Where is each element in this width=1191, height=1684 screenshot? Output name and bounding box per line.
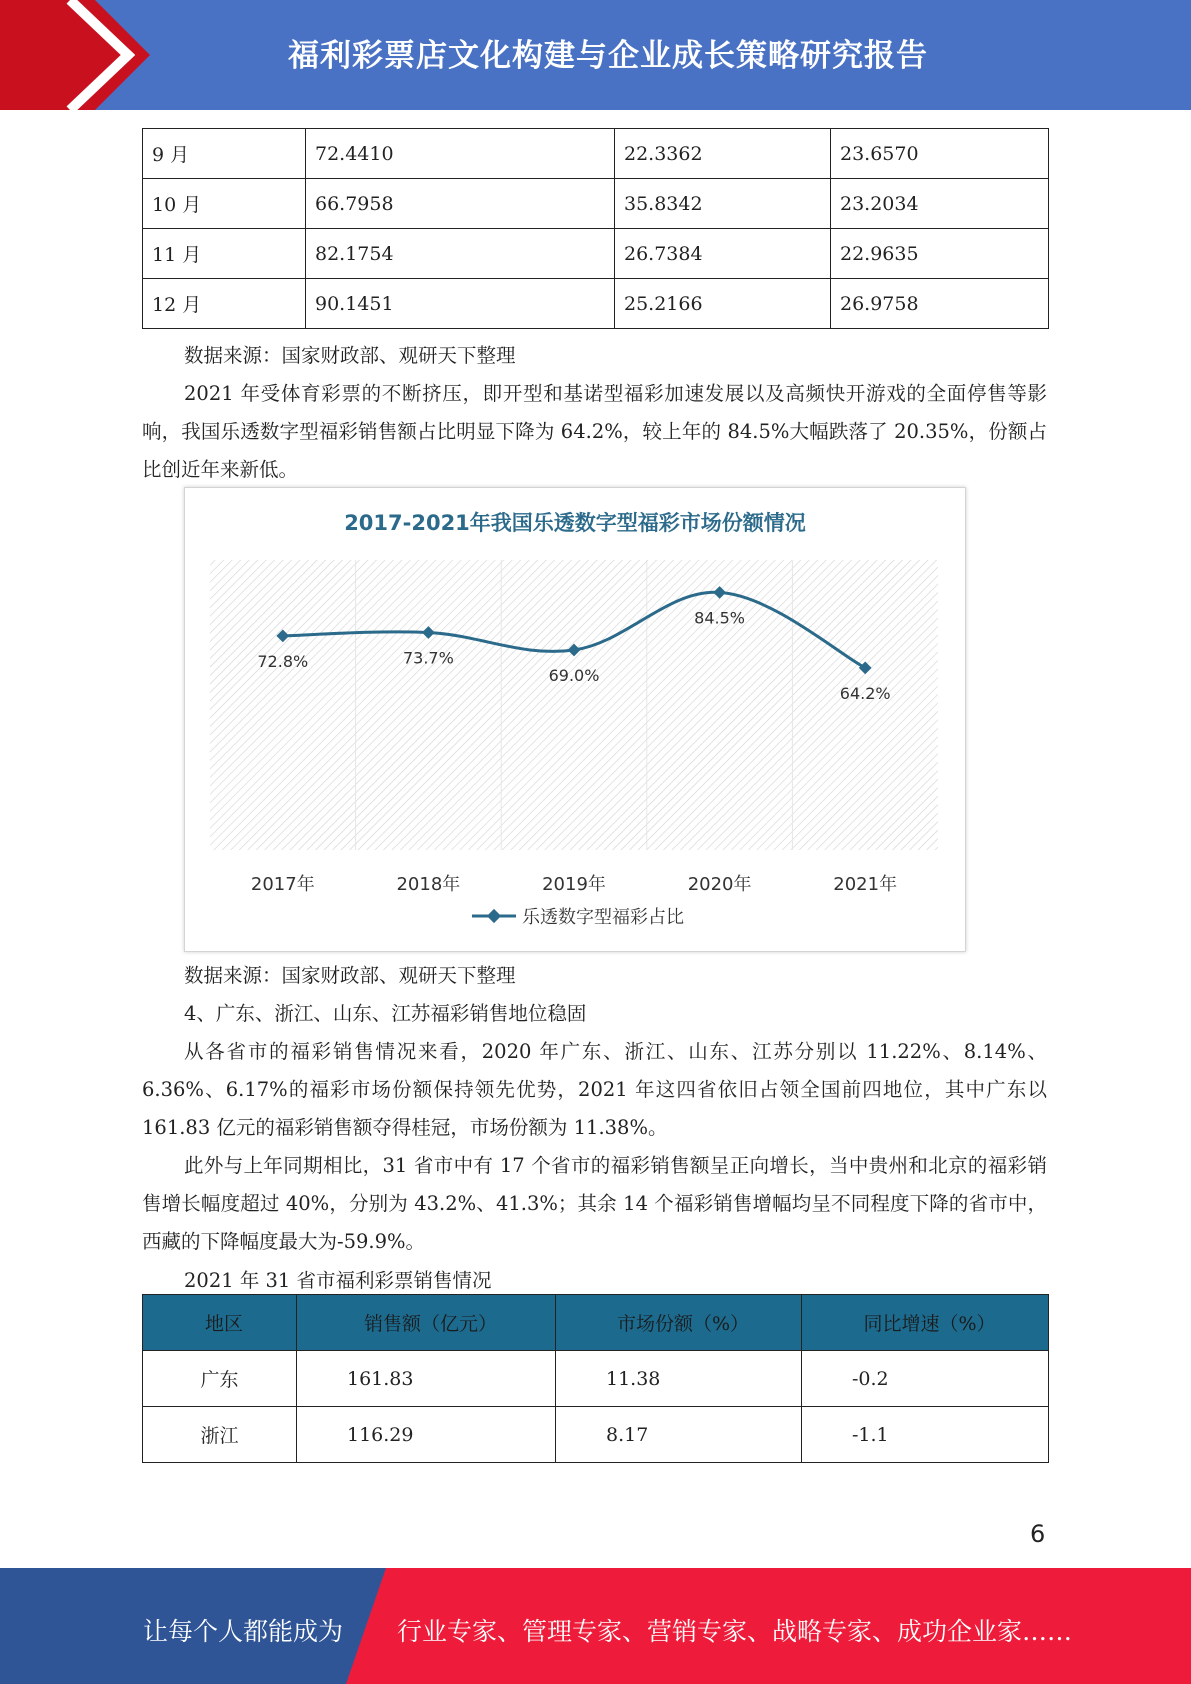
data-label: 84.5% xyxy=(694,608,746,628)
data-label: 73.7% xyxy=(402,648,454,668)
plot-area xyxy=(210,560,938,850)
table-cell: -1.1 xyxy=(802,1407,1049,1463)
table-row xyxy=(143,129,1049,179)
header-title: 福利彩票店文化构建与企业成长策略研究报告 xyxy=(288,38,928,74)
table-cell: 11.38 xyxy=(556,1351,802,1407)
section-heading: 4、广东、浙江、山东、江苏福彩销售地位稳固 xyxy=(184,1002,587,1025)
table-cell: 12 月 xyxy=(143,279,306,329)
table-cell: 22.3362 xyxy=(615,129,831,179)
legend-label: 乐透数字型福彩占比 xyxy=(522,907,684,928)
data-label: 69.0% xyxy=(548,666,600,685)
table-cell: 26.9758 xyxy=(831,279,1049,329)
table-cell: 66.7958 xyxy=(306,179,615,229)
data-label: 64.2% xyxy=(839,683,891,703)
column-header: 地区 xyxy=(143,1295,297,1351)
table-cell: 10 月 xyxy=(143,179,306,229)
table-cell: 8.17 xyxy=(556,1407,802,1463)
x-tick-label: 2021年 xyxy=(833,874,898,895)
monthly-data-table xyxy=(142,128,1049,329)
table-row xyxy=(143,179,1049,229)
page-footer xyxy=(0,1568,1191,1684)
chart-legend xyxy=(472,907,684,928)
table-caption: 2021 年 31 省市福利彩票销售情况 xyxy=(184,1269,492,1292)
table-row xyxy=(143,279,1049,329)
table-row xyxy=(143,1351,1049,1407)
x-tick-label: 2017年 xyxy=(250,874,315,895)
table-cell: 82.1754 xyxy=(306,229,615,279)
page-header xyxy=(0,0,1191,110)
paragraph: 此外与上年同期相比，31 省市中有 17 个省市的福彩销售额呈正向增长，当中贵州和北京的福彩销售增长幅度超过 40%，分别为 43.2%、41.3%；其余 14 个福彩销售增幅均呈不同程度下降的省市中，西藏的下降幅度最大为-59.9%。 xyxy=(142,1154,1047,1253)
table-cell: 35.8342 xyxy=(615,179,831,229)
table-cell: 11 月 xyxy=(143,229,306,279)
table-cell: 23.6570 xyxy=(831,129,1049,179)
x-tick-label: 2018年 xyxy=(396,874,461,895)
x-tick-label: 2019年 xyxy=(542,874,606,895)
table-cell: 25.2166 xyxy=(615,279,831,329)
table-header-row xyxy=(143,1295,1049,1351)
paragraph: 2021 年受体育彩票的不断挤压，即开型和基诺型福彩加速发展以及高频快开游戏的全面停售等影响，我国乐透数字型福彩销售额占比明显下降为 64.2%，较上年的 84.5%大幅跌落了 20.35%，份额占比创近年来新低。 xyxy=(142,382,1047,481)
table-cell: 23.2034 xyxy=(831,179,1049,229)
legend-marker xyxy=(487,909,501,923)
data-source-note: 数据来源：国家财政部、观研天下整理 xyxy=(184,344,516,367)
table-cell: 116.29 xyxy=(297,1407,556,1463)
table-cell: 22.9635 xyxy=(831,229,1049,279)
column-header: 销售额（亿元） xyxy=(297,1295,556,1351)
table-cell: 161.83 xyxy=(297,1351,556,1407)
page-number: 6 xyxy=(1030,1520,1046,1548)
table-cell: 26.7384 xyxy=(615,229,831,279)
table-cell: 72.4410 xyxy=(306,129,615,179)
line-chart xyxy=(184,487,966,952)
table-cell: 90.1451 xyxy=(306,279,615,329)
table-row xyxy=(143,1407,1049,1463)
table-row xyxy=(143,229,1049,279)
footer-slogan-roles: 行业专家、管理专家、营销专家、战略专家、成功企业家…… xyxy=(397,1617,1073,1646)
column-header: 市场份额（%） xyxy=(556,1295,802,1351)
data-source-note: 数据来源：国家财政部、观研天下整理 xyxy=(184,964,516,987)
chart-canvas xyxy=(185,488,965,951)
chart-title: 2017-2021年我国乐透数字型福彩市场份额情况 xyxy=(344,511,806,535)
paragraph: 从各省市的福彩销售情况来看，2020 年广东、浙江、山东、江苏分别以 11.22%、8.14%、6.36%、6.17%的福彩市场份额保持领先优势，2021 年这四省依旧占领全国前四地位，其中广东以161.83 亿元的福彩销售额夺得桂冠，市场份额为 11.38%。 xyxy=(142,1040,1047,1139)
table-cell: 浙江 xyxy=(143,1407,297,1463)
footer-slogan: 让每个人都能成为 xyxy=(143,1617,344,1646)
table-cell: 9 月 xyxy=(143,129,306,179)
data-label: 72.8% xyxy=(257,651,309,671)
table-cell: 广东 xyxy=(143,1351,297,1407)
table-cell: -0.2 xyxy=(802,1351,1049,1407)
province-sales-table xyxy=(142,1294,1049,1463)
x-tick-label: 2020年 xyxy=(687,874,752,895)
column-header: 同比增速（%） xyxy=(802,1295,1049,1351)
